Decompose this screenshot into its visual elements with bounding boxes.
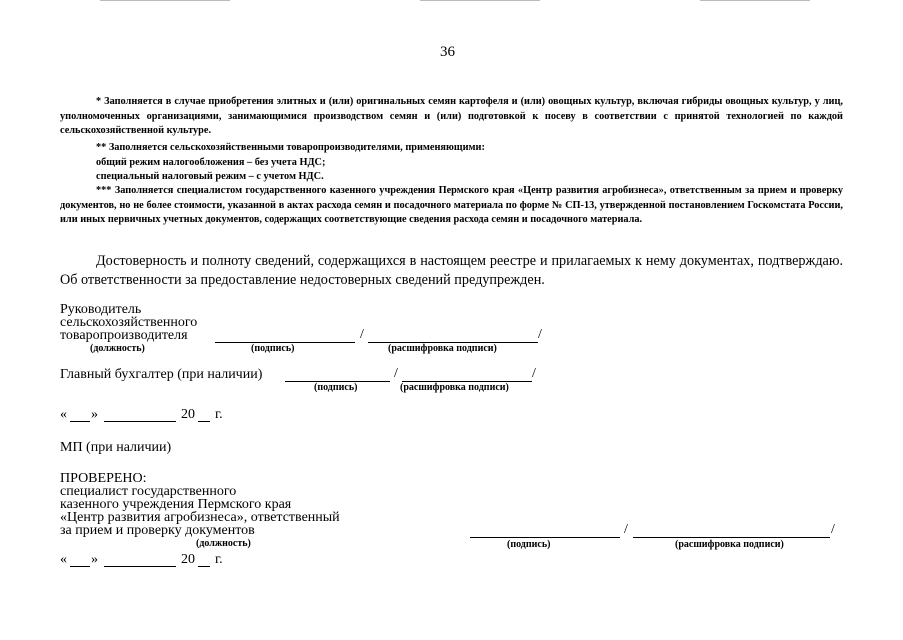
date-year-prefix: 20 xyxy=(181,552,195,567)
accountant-label: Главный бухгалтер (при наличии) xyxy=(60,367,263,382)
date-day-field[interactable] xyxy=(70,566,90,567)
confirmation-text: Достоверность и полноту сведений, содержащихся в настоящем реестре и прилагаемых к нему документах, подтверждаю. Об ответственности за предоставление недостоверных сведений предупрежден. xyxy=(60,253,843,288)
date-month-field[interactable] xyxy=(104,566,176,567)
checked-title: ПРОВЕРЕНО: xyxy=(60,471,147,486)
head-title-line-3: товаропроизводителя xyxy=(60,328,188,343)
date-year-suffix: г. xyxy=(215,552,223,567)
date-year-field[interactable] xyxy=(198,421,210,422)
head-signature-caption: (подпись) xyxy=(251,343,295,354)
head-title-line-2: сельскохозяйственного xyxy=(60,315,198,330)
checked-signature-field[interactable] xyxy=(470,537,620,538)
checked-decode-caption: (расшифровка подписи) xyxy=(675,539,784,550)
scan-edge-line xyxy=(700,0,810,1)
checked-line-4: за прием и проверку документов xyxy=(60,523,255,538)
date-open-quote: « xyxy=(60,552,67,567)
checked-decode-field[interactable] xyxy=(633,537,830,538)
footnote-2-line-2: специальный налоговый режим – с учетом НДС. xyxy=(96,171,324,182)
separator-slash: / xyxy=(360,327,364,342)
footnote-3 xyxy=(60,184,843,228)
separator-slash: / xyxy=(624,522,628,537)
date-close-quote: » xyxy=(91,407,98,422)
checked-position-caption: (должность) xyxy=(196,538,251,549)
head-title-line-1: Руководитель xyxy=(60,302,142,317)
scan-edge-line xyxy=(100,0,230,1)
scan-edge-line xyxy=(420,0,540,1)
page-number: 36 xyxy=(440,44,455,60)
date-open-quote: « xyxy=(60,407,67,422)
footnote-1 xyxy=(60,95,843,139)
footnote-2: ** Заполняется сельскохозяйственными товаропроизводителями, применяющими: xyxy=(96,142,485,153)
stamp-label: МП (при наличии) xyxy=(60,440,172,455)
accountant-signature-caption: (подпись) xyxy=(314,382,358,393)
date-close-quote: » xyxy=(91,552,98,567)
head-decode-caption: (расшифровка подписи) xyxy=(388,343,497,354)
date-year-prefix: 20 xyxy=(181,407,195,422)
footnote-2-line-1: общий режим налогообложения – без учета НДС; xyxy=(96,157,326,168)
footnote-1-text: * Заполняется в случае приобретения элитных и (или) оригинальных семян картофеля и (или) овощных культур, включая гибриды овощных культур, у лиц, уполномоченных организациями, занимающимися производством семян и (или) подготовкой к посеву в соответствии с принятой технологией по каждой сельскохозяйственной культуре. xyxy=(60,96,843,136)
checked-signature-caption: (подпись) xyxy=(507,539,551,550)
date-year-field[interactable] xyxy=(198,566,210,567)
separator-slash: / xyxy=(831,522,835,537)
checked-line-2: казенного учреждения Пермского края xyxy=(60,497,292,512)
date-month-field[interactable] xyxy=(104,421,176,422)
separator-slash: / xyxy=(532,366,536,381)
date-year-suffix: г. xyxy=(215,407,223,422)
confirmation-statement xyxy=(60,252,843,290)
accountant-decode-caption: (расшифровка подписи) xyxy=(400,382,509,393)
footnote-3-text: *** Заполняется специалистом государственного казенного учреждения Пермского края «Центр развития агробизнеса», ответственным за прием и проверку документов, но не более стоимости, указанной в актах расхода семян и посадочного материала по форме № СП-13, утвержденной постановлением Госкомстата России, или иных первичных учетных документов, содержащих соответствующие сведения расхода семян и посадочного материала. xyxy=(60,185,843,225)
checked-line-3: «Центр развития агробизнеса», ответственный xyxy=(60,510,340,525)
head-position-caption: (должность) xyxy=(90,343,145,354)
date-day-field[interactable] xyxy=(70,421,90,422)
checked-line-1: специалист государственного xyxy=(60,484,237,499)
separator-slash: / xyxy=(538,327,542,342)
separator-slash: / xyxy=(394,366,398,381)
